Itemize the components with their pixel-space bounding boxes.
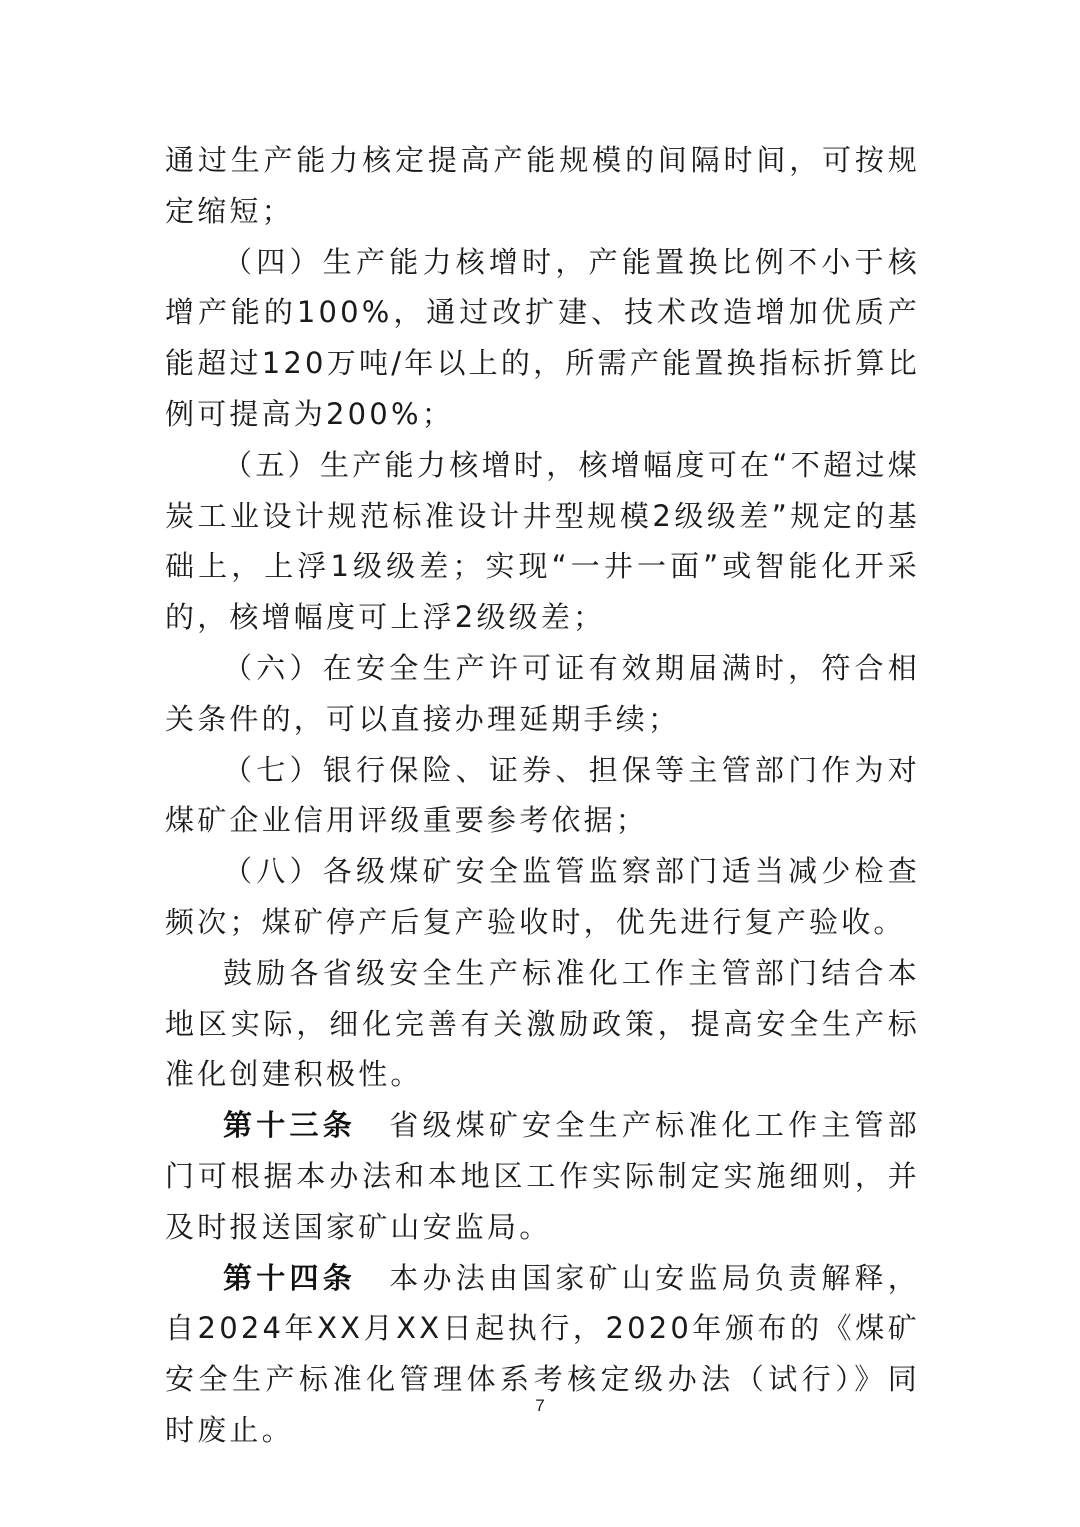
document-body	[165, 135, 920, 1456]
article-13	[165, 1100, 920, 1252]
article-13-text: 省级煤矿安全生产标准化工作主管部门可根据本办法和本地区工作实际制定实施细则，并及时报送国家矿山安监局。	[165, 1108, 920, 1244]
article-13-label: 第十三条	[223, 1108, 356, 1143]
paragraph-item-8: （八）各级煤矿安全监管监察部门适当减少检查频次；煤矿停产后复产验收时，优先进行复产验收。	[165, 854, 920, 939]
page-number: 7	[535, 1396, 545, 1415]
article-14-text: 本办法由国家矿山安监局负责解释，自2024年XX月XX日起执行，2020年颁布的《煤矿安全生产标准化管理体系考核定级办法（试行）》同时废止。	[165, 1260, 920, 1447]
paragraph-item-5: （五）生产能力核增时，核增幅度可在“不超过煤炭工业设计规范标准设计井型规模2级级差”规定的基础上，上浮1级级差；实现“一井一面”或智能化开采的，核增幅度可上浮2级级差；	[165, 447, 920, 635]
paragraph-item-7: （七）银行保险、证券、担保等主管部门作为对煤矿企业信用评级重要参考依据；	[165, 752, 920, 838]
paragraph-item-6: （六）在安全生产许可证有效期届满时，符合相关条件的，可以直接办理延期手续；	[165, 650, 920, 736]
article-14	[165, 1253, 920, 1456]
article-14-spacer	[356, 1261, 388, 1295]
article-13-spacer	[356, 1108, 388, 1142]
paragraph-item-4: （四）生产能力核增时，产能置换比例不小于核增产能的100%，通过改扩建、技术改造增加优质产能超过120万吨/年以上的，所需产能置换指标折算比例可提高为200%；	[165, 244, 920, 431]
paragraph-encouragement: 鼓励各省级安全生产标准化工作主管部门结合本地区实际，细化完善有关激励政策，提高安全生产标准化创建积极性。	[165, 955, 920, 1092]
article-14-label: 第十四条	[223, 1260, 356, 1295]
paragraph-continuation: 通过生产能力核定提高产能规模的间隔时间，可按规定缩短；	[165, 143, 920, 228]
